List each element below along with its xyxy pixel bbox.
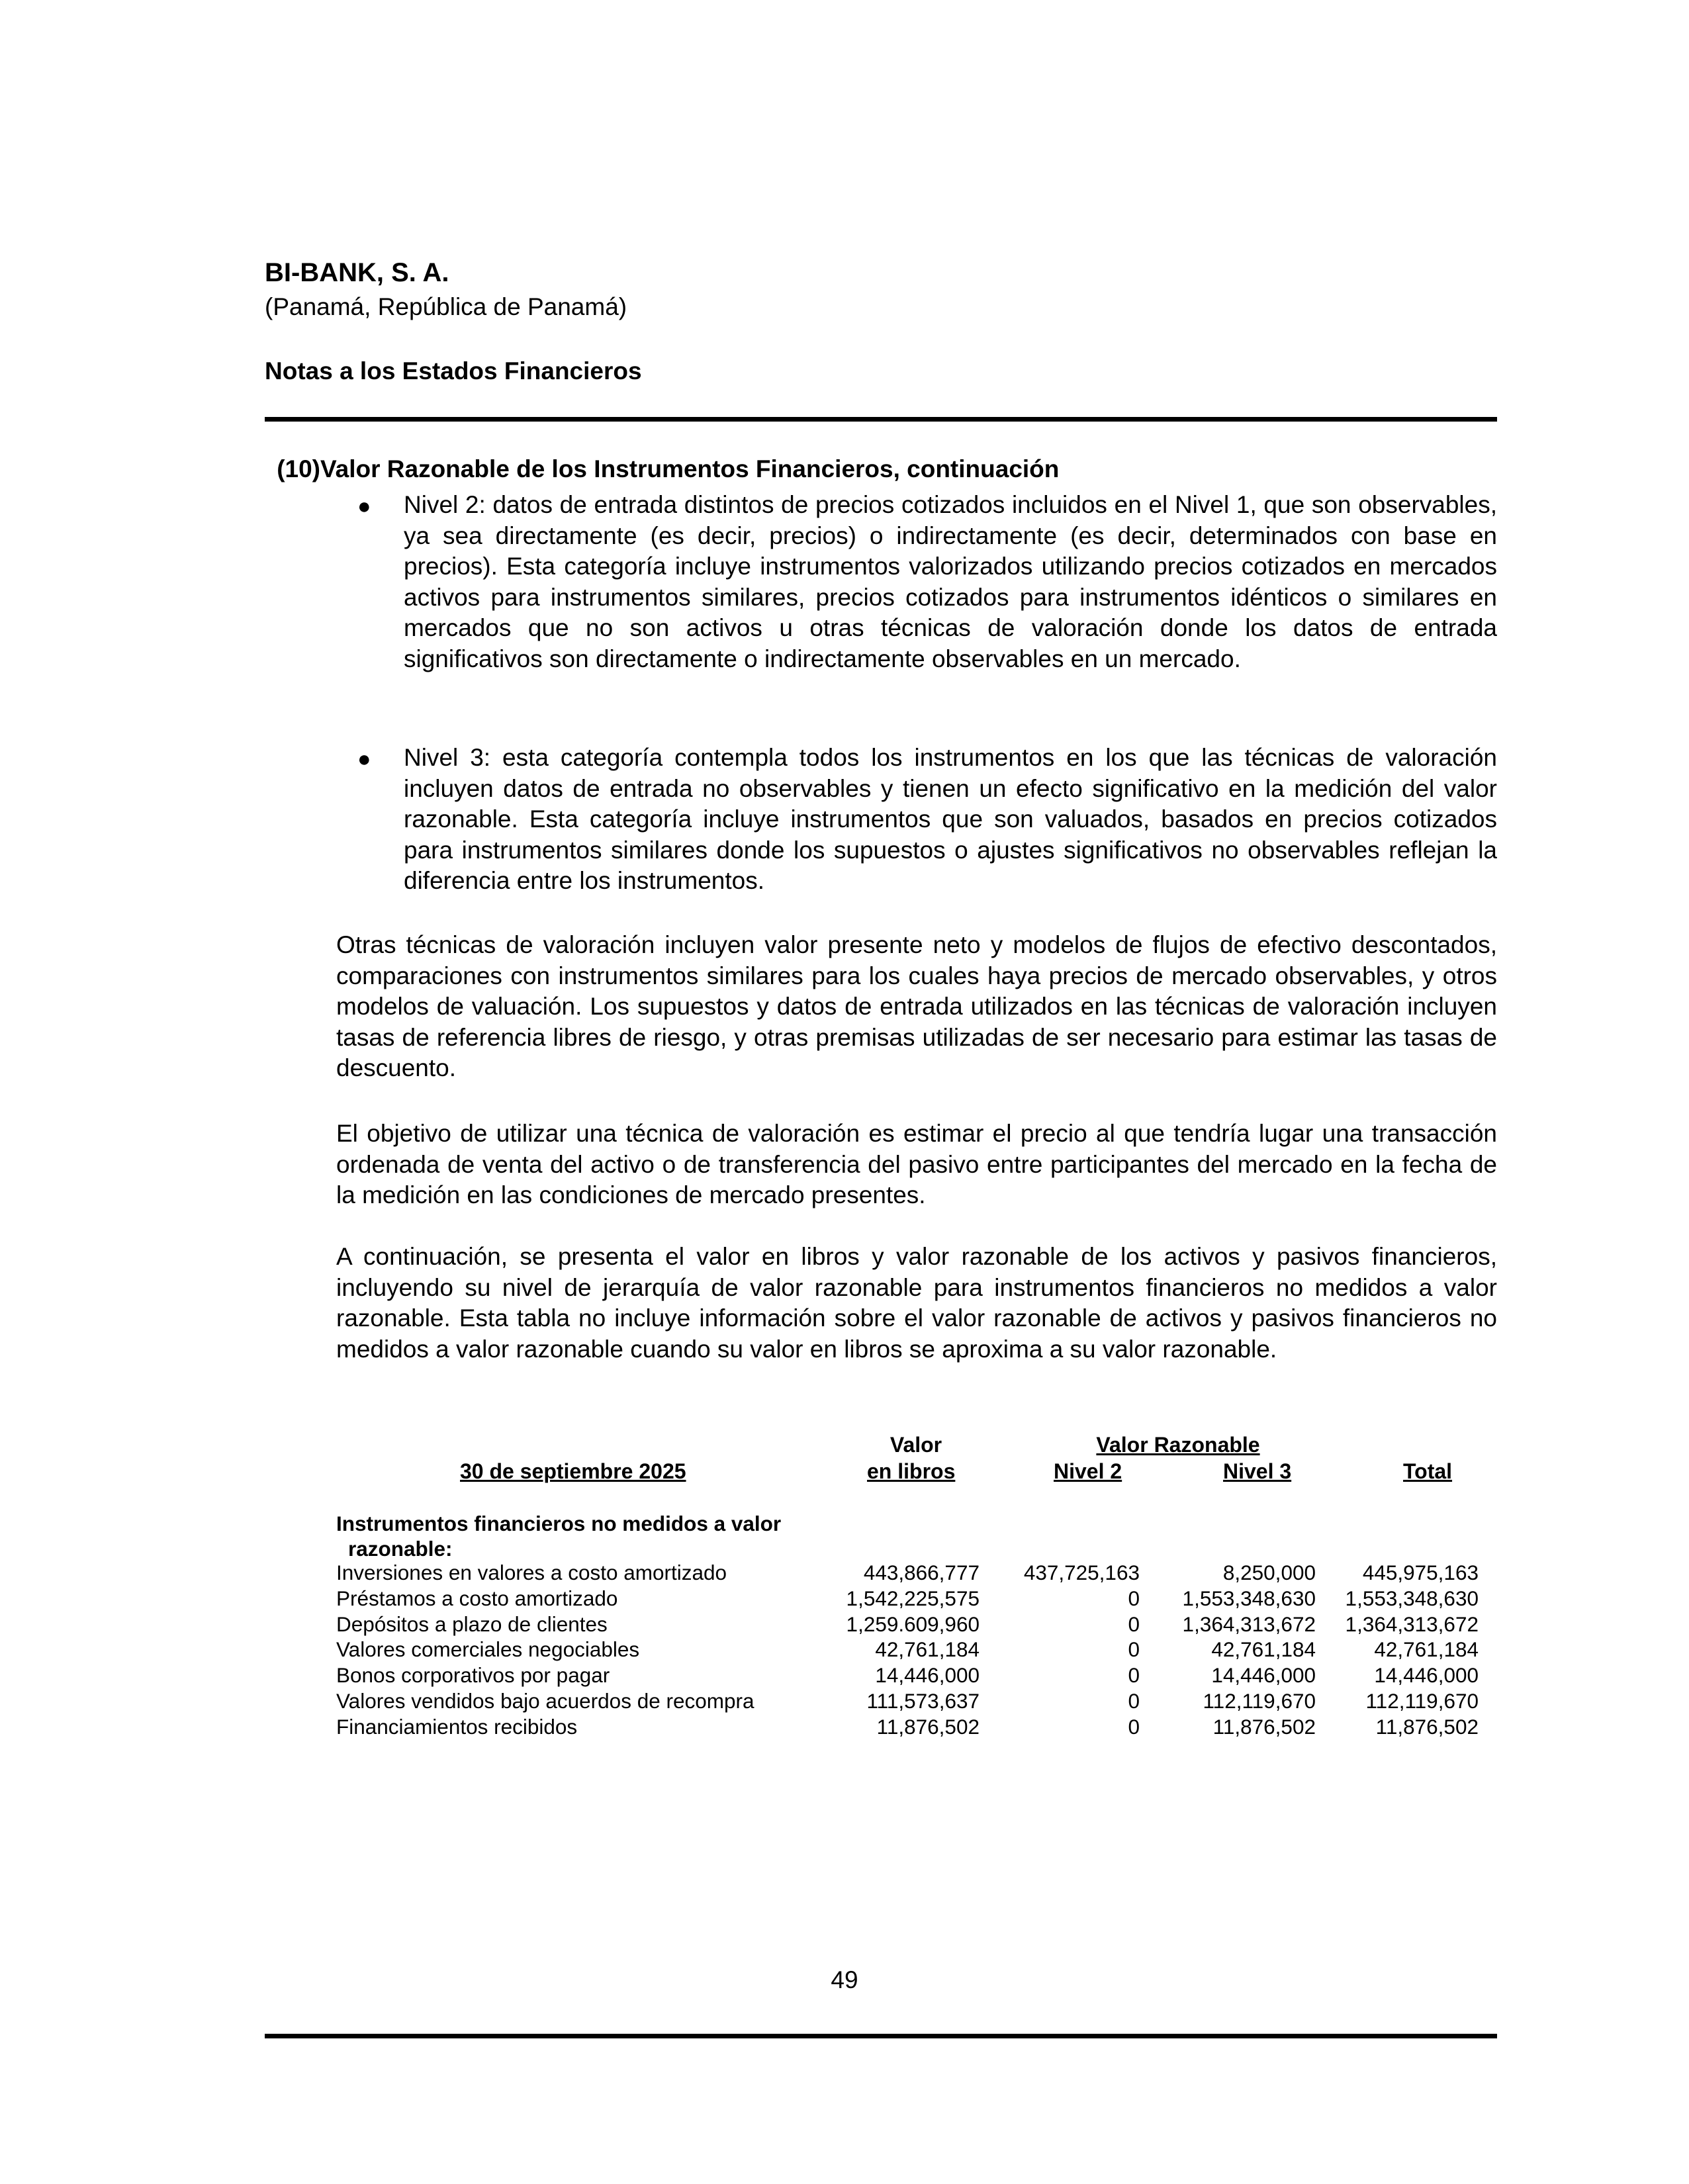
- row-valor-libros: 1,542,225,575: [846, 1586, 980, 1610]
- row-nivel-3: 1,553,348,630: [1182, 1586, 1316, 1610]
- paragraph-table-intro: A continuación, se presenta el valor en libros y valor razonable de los activos y pasivos financieros, incluyendo su nivel de jerarquía de valor razonable para instrumentos financieros no medidos a valor razonable. Esta tabla no incluye información sobre el valor razonable de activos y pasivos financieros no medidos a valor razonable cuando su valor en libros se aproxima a su valor razonable.: [336, 1243, 1497, 1363]
- group-heading-line-1: Instrumentos financieros no medidos a valor: [336, 1512, 782, 1535]
- section-title: Valor Razonable de los Instrumentos Financieros, continuación: [320, 455, 1060, 482]
- paragraph-valuation-techniques: Otras técnicas de valoración incluyen valor presente neto y modelos de flujos de efectivo descontados, comparaciones con instrumentos similares para los cuales haya precios de mercado observables, y otros modelos de valuación. Los supuestos y datos de entrada utilizados en las técnicas de valoración incluyen tasas de referencia libres de riesgo, y otras premisas utilizadas de ser necesario para estimar las tasas de descuento.: [336, 931, 1497, 1081]
- row-total: 445,975,163: [1362, 1561, 1479, 1584]
- paragraph-objective: El objetivo de utilizar una técnica de valoración es estimar el precio al que tendría lugar una transacción ordenada de venta del activo o de transferencia del pasivo entre participantes del mercado en la fecha de la medición en las condiciones de mercado presentes.: [336, 1120, 1497, 1208]
- col-header-total: Total: [1403, 1459, 1453, 1483]
- row-valor-libros: 443,866,777: [863, 1561, 980, 1584]
- row-nivel-3: 42,761,184: [1211, 1637, 1316, 1662]
- table-row: [0, 1714, 1689, 1740]
- document-title: Notas a los Estados Financieros: [265, 357, 642, 385]
- row-nivel-3: 8,250,000: [1222, 1561, 1316, 1584]
- table-row: [0, 1612, 1689, 1637]
- row-valor-libros: 42,761,184: [875, 1637, 980, 1662]
- row-valor-libros: 1,259.609,960: [846, 1612, 980, 1636]
- row-nivel-3: 1,364,313,672: [1182, 1612, 1316, 1636]
- footer-rule: [265, 2034, 1497, 2038]
- col-header-en-libros: en libros: [867, 1459, 956, 1483]
- company-name: BI-BANK, S. A.: [265, 258, 449, 287]
- row-nivel-3: 14,446,000: [1211, 1663, 1316, 1688]
- header-rule: [265, 417, 1497, 422]
- row-nivel-3: 11,876,502: [1212, 1714, 1316, 1739]
- row-nivel-2: 437,725,163: [1023, 1561, 1140, 1584]
- row-label: Préstamos a costo amortizado: [336, 1586, 618, 1610]
- row-valor-libros: 14,446,000: [875, 1663, 980, 1688]
- row-total: 1,553,348,630: [1345, 1586, 1479, 1610]
- row-total: 1,364,313,672: [1345, 1612, 1479, 1636]
- section-heading: [265, 453, 1059, 485]
- table-row: [0, 1662, 1689, 1688]
- row-label: Inversiones en valores a costo amortizado: [336, 1561, 727, 1584]
- table-date-header: 30 de septiembre 2025: [460, 1459, 686, 1483]
- bullet-nivel-2: Nivel 2: datos de entrada distintos de precios cotizados incluidos en el Nivel 1, que son observables, ya sea directamente (es decir, precios) o indirectamente (es decir, determinados con base en precios). Esta categoría incluye instrumentos valorizados utilizando precios cotizados en mercados activos para instrumentos similares, precios cotizados para instrumentos idénticos o similares en mercados que no son activos u otras técnicas de valoración donde los datos de entrada significativos son directamente o indirectamente observables en un mercado.: [404, 491, 1497, 672]
- row-valor-libros: 11,876,502: [876, 1714, 980, 1739]
- col-header-valor: Valor: [890, 1433, 942, 1457]
- row-nivel-2: 0: [1128, 1714, 1140, 1739]
- row-label: Depósitos a plazo de clientes: [336, 1612, 608, 1636]
- row-nivel-2: 0: [1128, 1586, 1140, 1610]
- row-total: 14,446,000: [1374, 1663, 1479, 1688]
- fair-value-table: [0, 1560, 1689, 1772]
- bullet-nivel-3: Nivel 3: esta categoría contempla todos los instrumentos en los que las técnicas de valoración incluyen datos de entrada no observables y tienen un efecto significativo en la medición del valor razonable. Esta categoría incluye instrumentos que son valuados, basados en precios cotizados para instrumentos similares donde los supuestos o ajustes significativos no observables reflejan la diferencia entre los instrumentos.: [404, 744, 1497, 894]
- bullet-icon: ●: [357, 747, 371, 772]
- table-row: [0, 1586, 1689, 1612]
- table-row: [0, 1637, 1689, 1662]
- group-heading-line-2: razonable:: [348, 1537, 453, 1561]
- valor-razonable-label: Valor Razonable: [1096, 1433, 1260, 1457]
- row-total: 11,876,502: [1375, 1714, 1479, 1739]
- row-label: Valores comerciales negociables: [336, 1637, 640, 1662]
- row-label: Financiamientos recibidos: [336, 1714, 578, 1739]
- page-number: 49: [831, 1966, 858, 1993]
- row-total: 112,119,670: [1365, 1689, 1479, 1713]
- row-nivel-2: 0: [1128, 1663, 1140, 1688]
- row-label: Valores vendidos bajo acuerdos de recompra: [336, 1689, 754, 1713]
- company-location: (Panamá, República de Panamá): [265, 293, 627, 320]
- row-total: 42,761,184: [1374, 1637, 1479, 1662]
- row-nivel-3: 112,119,670: [1203, 1689, 1316, 1713]
- table-group-heading: [336, 1511, 781, 1561]
- section-number: (10): [277, 455, 320, 482]
- col-header-nivel-3: Nivel 3: [1223, 1459, 1292, 1483]
- table-row: [0, 1688, 1689, 1714]
- table-row: [0, 1560, 1689, 1586]
- row-nivel-2: 0: [1128, 1689, 1140, 1713]
- bullet-icon: ●: [357, 494, 371, 519]
- row-label: Bonos corporativos por pagar: [336, 1663, 610, 1688]
- row-valor-libros: 111,573,637: [866, 1689, 980, 1713]
- row-nivel-2: 0: [1128, 1612, 1140, 1636]
- col-header-nivel-2: Nivel 2: [1054, 1459, 1122, 1483]
- col-header-valor-razonable: [1079, 1432, 1277, 1458]
- row-nivel-2: 0: [1128, 1637, 1140, 1662]
